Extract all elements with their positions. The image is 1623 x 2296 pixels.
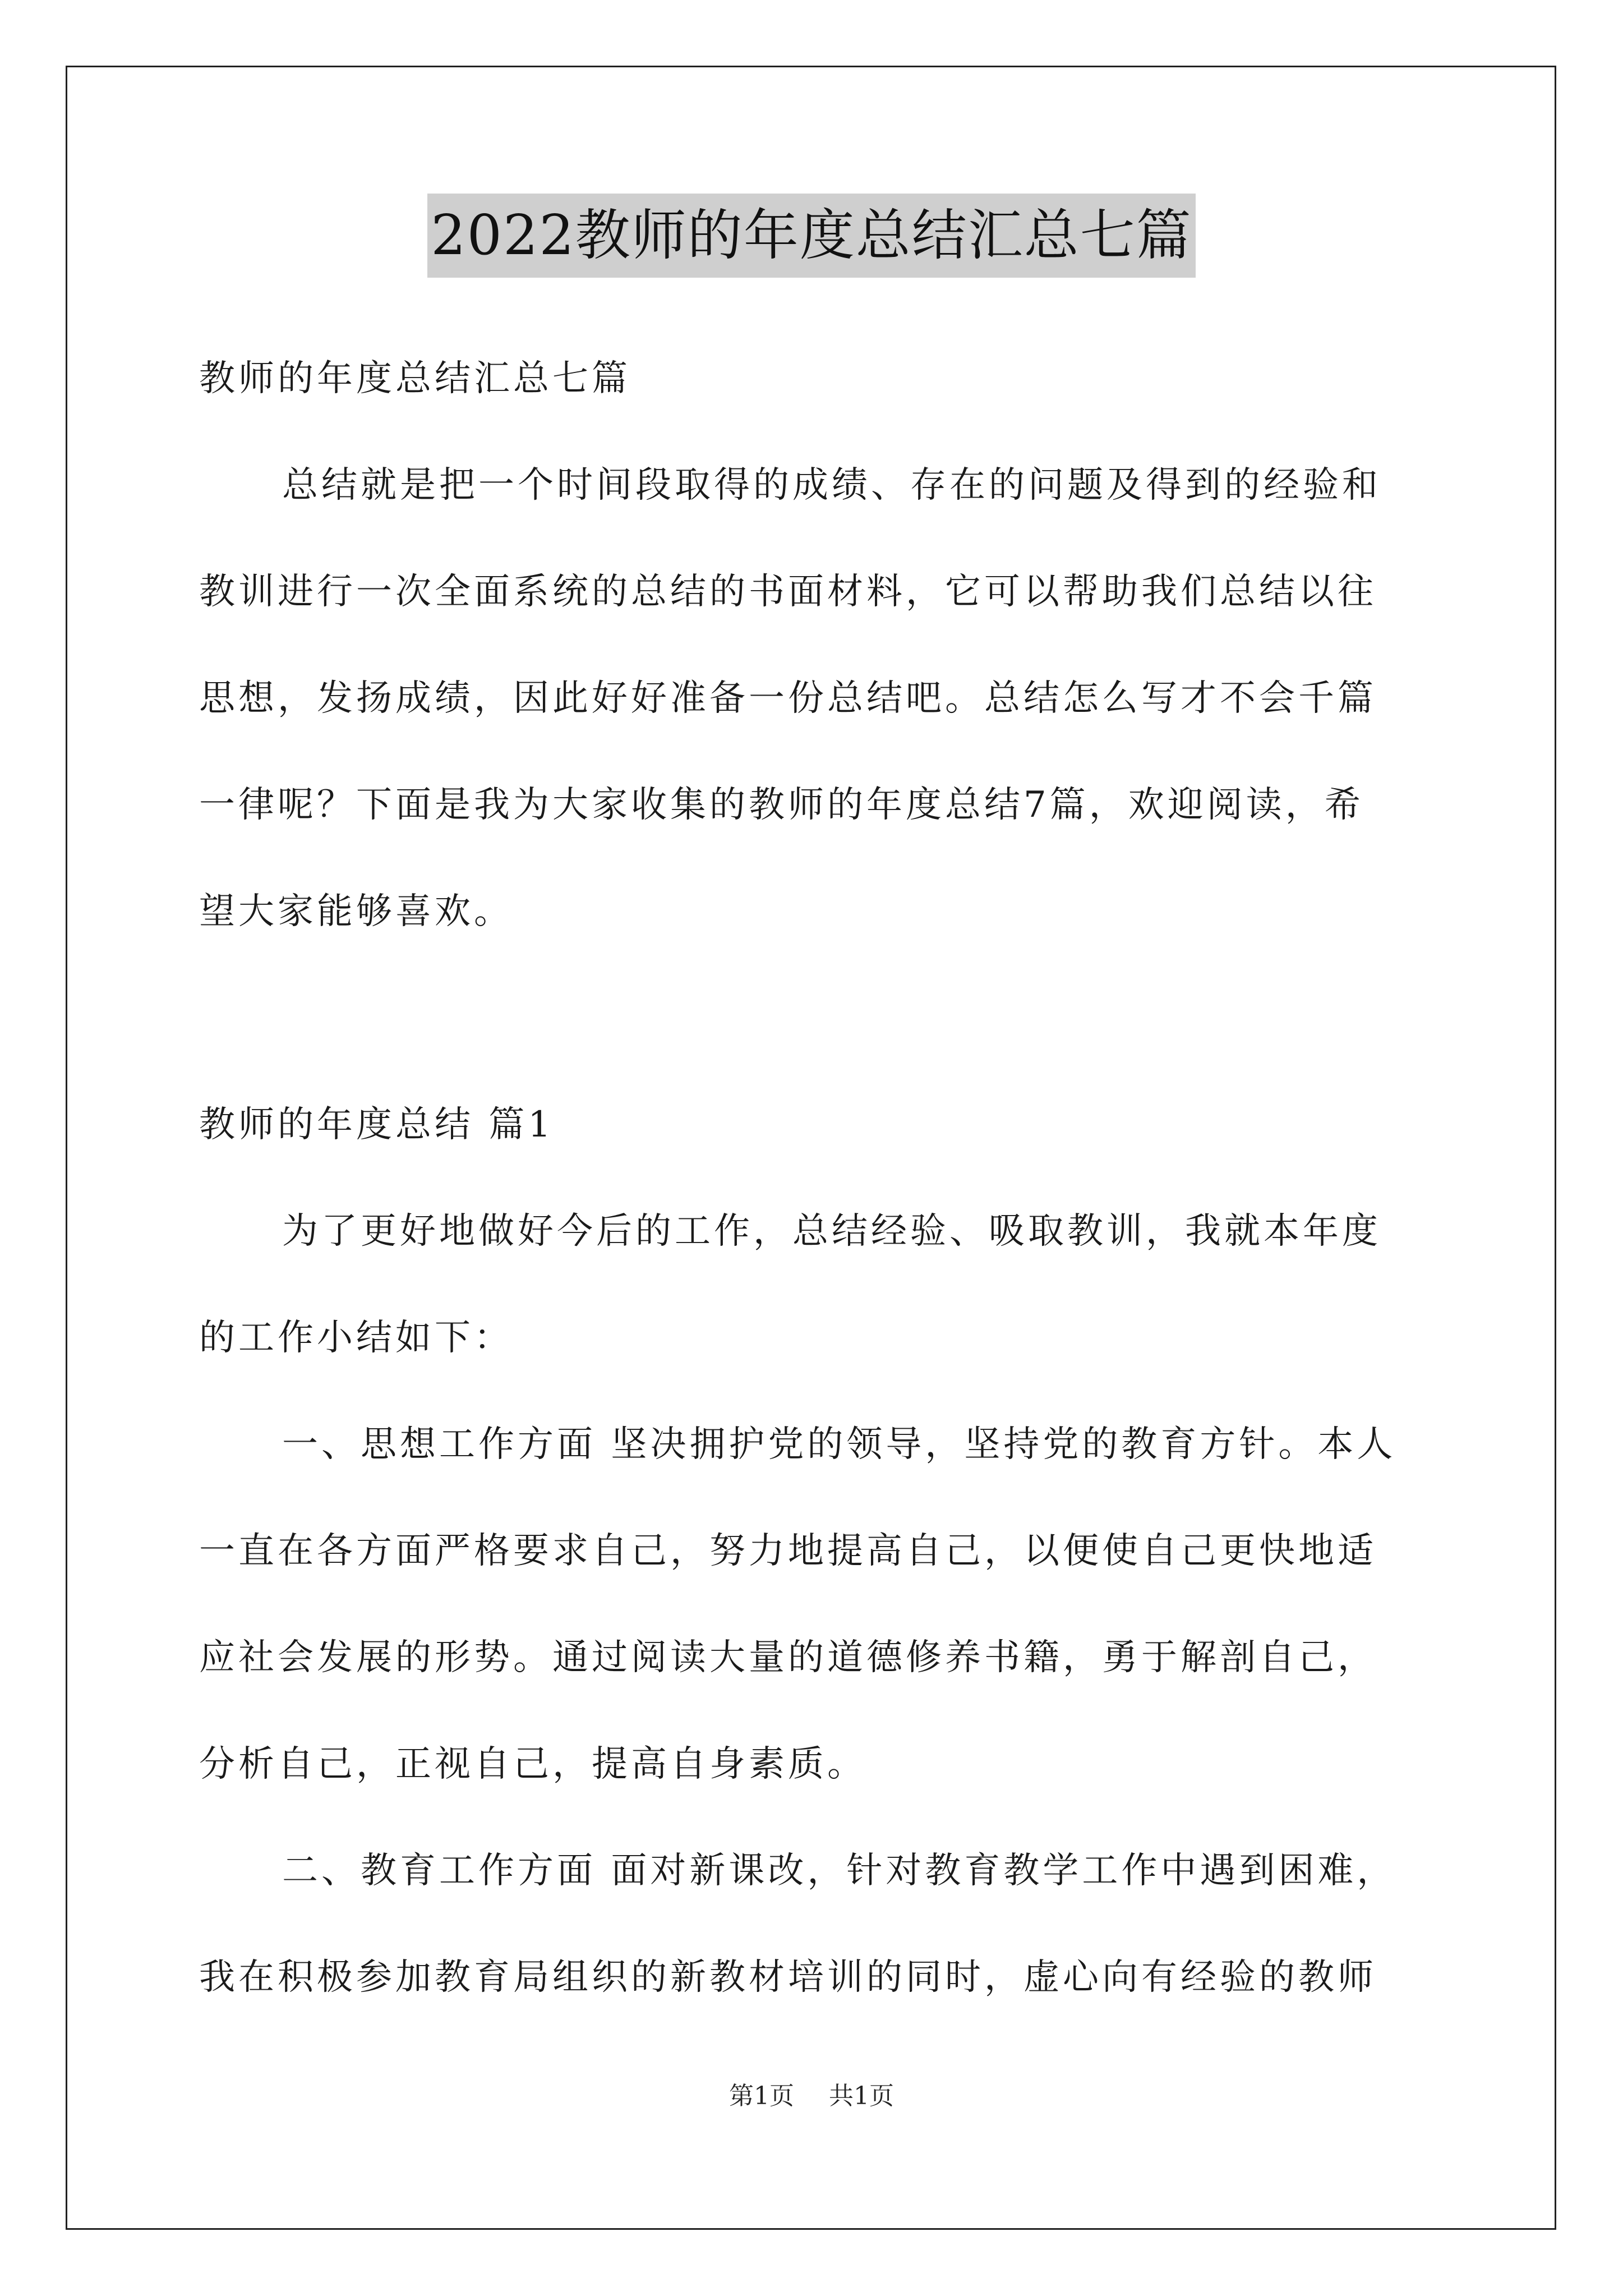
document-title: 2022教师的年度总结汇总七篇 (427, 194, 1195, 278)
para2-line-2: 一直在各方面严格要求自己，努力地提高自己，以便使自己更快地适 (199, 1530, 1377, 1572)
section-heading: 教师的年度总结 篇1 (199, 1104, 555, 1145)
para1-line-1: 为了更好地做好今后的工作，总结经验、吸取教训，我就本年度 (282, 1211, 1381, 1252)
para3-line-2: 我在积极参加教育局组织的新教材培训的同时，虚心向有经验的教师 (199, 1957, 1377, 1998)
intro-line-2: 教训进行一次全面系统的总结的书面材料，它可以帮助我们总结以往 (199, 571, 1377, 613)
para2-line-3: 应社会发展的形势。通过阅读大量的道德修养书籍，勇于解剖自己， (199, 1637, 1377, 1678)
para1-line-2: 的工作小结如下： (199, 1317, 513, 1359)
document-subtitle: 教师的年度总结汇总七篇 (199, 358, 631, 399)
document-body (199, 325, 1433, 2031)
intro-line-5: 望大家能够喜欢。 (199, 891, 513, 932)
intro-line-3: 思想，发扬成绩，因此好好准备一份总结吧。总结怎么写才不会千篇 (199, 678, 1377, 719)
intro-line-4: 一律呢？下面是我为大家收集的教师的年度总结7篇，欢迎阅读，希 (199, 784, 1364, 826)
intro-line-1: 总结就是把一个时间段取得的成绩、存在的问题及得到的经验和 (282, 464, 1381, 506)
para2-line-4: 分析自己，正视自己，提高自身素质。 (199, 1743, 866, 1785)
para3-line-1: 二、教育工作方面 面对新课改，针对教育教学工作中遇到困难， (282, 1850, 1396, 1892)
page-number: 第1页 (729, 2082, 794, 2110)
page-footer (0, 2076, 1623, 2111)
page-total: 共1页 (829, 2082, 894, 2110)
title-area (0, 194, 1623, 278)
spacer (199, 965, 1433, 1071)
para2-line-1: 一、思想工作方面 坚决拥护党的领导，坚持党的教育方针。本人 (282, 1424, 1396, 1465)
